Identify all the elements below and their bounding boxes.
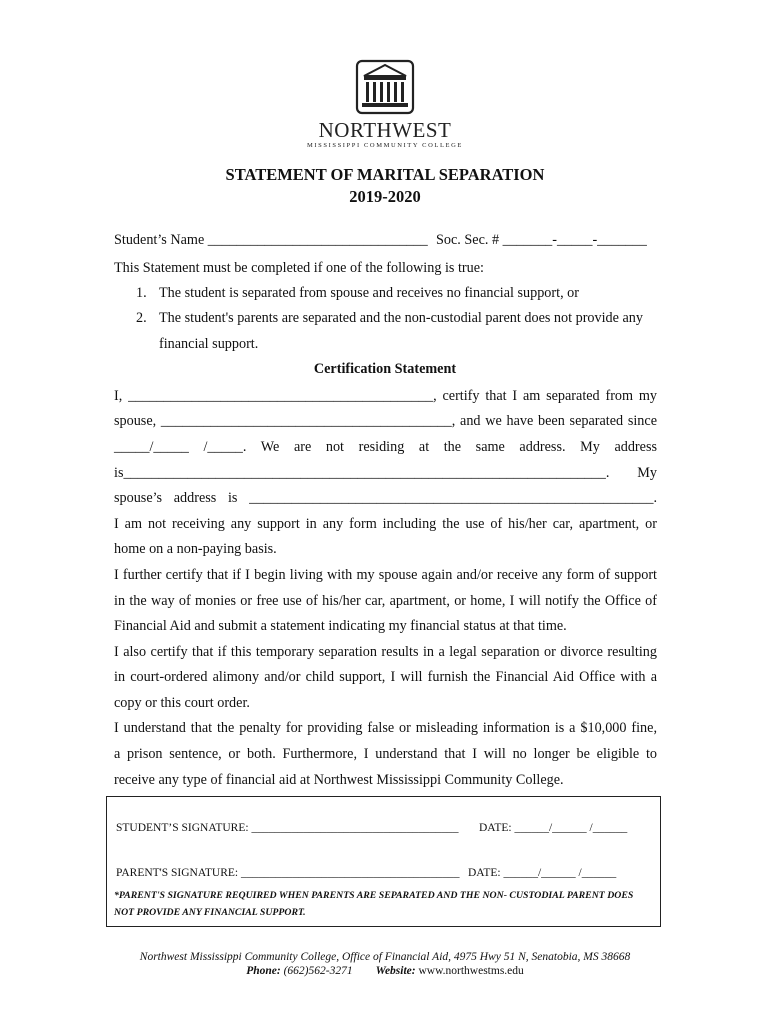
paragraph-penalty-cont: a prison sentence, or both. Furthermore, I understand that I will no longer be eligible to xyxy=(114,746,657,762)
ssn-label: Soc. Sec. # xyxy=(436,232,500,248)
item2-text-cont: financial support. xyxy=(159,336,259,352)
phone-label: Phone: xyxy=(246,965,281,977)
student-name-label: Student’s Name xyxy=(114,232,205,248)
college-name: NORTHWEST xyxy=(318,118,452,142)
item1-text: The student is separated from spouse and receives no financial support, or xyxy=(159,285,579,301)
parent-signature-note-cont: NOT PROVIDE ANY FINANCIAL SUPPORT. xyxy=(114,907,306,918)
student-date-field[interactable]: DATE: ______/______ /______ xyxy=(479,822,628,834)
cert-spouse-line[interactable]: spouse, _________________________________________, and we have been separated since xyxy=(114,413,657,429)
college-subtitle: MISSISSIPPI COMMUNITY COLLEGE xyxy=(307,142,463,149)
cert-spouse-address-line[interactable]: spouse’s address is _________________________________________________________. xyxy=(114,490,657,506)
website-label: Website: xyxy=(375,965,416,977)
document-year: 2019-2020 xyxy=(349,187,421,206)
college-building-logo xyxy=(354,58,416,116)
cert-date-line[interactable]: _____/_____ /_____. We are not residing at the same address. My address xyxy=(114,439,657,455)
phone-number: (662)562-3271 xyxy=(283,965,353,977)
item2-number: 2. xyxy=(136,310,147,326)
footer-contact xyxy=(0,965,770,977)
paragraph-penalty: I understand that the penalty for providing false or misleading information is a $10,000 fine, xyxy=(114,720,657,736)
ssn-field[interactable]: _______-_____-_______ xyxy=(502,232,647,248)
cert-name-line[interactable]: I, ___________________________________________, certify that I am separated from my xyxy=(114,388,657,404)
document-title: STATEMENT OF MARITAL SEPARATION xyxy=(225,165,545,184)
cert-address-line[interactable]: is____________________________________________________________________. My xyxy=(114,465,657,481)
student-signature-field[interactable]: STUDENT’S SIGNATURE: ____________________________________ xyxy=(116,822,459,834)
parent-signature-note: *PARENT'S SIGNATURE REQUIRED WHEN PARENTS ARE SEPARATED AND THE NON- CUSTODIAL PARENT DOES xyxy=(114,890,634,901)
item1-number: 1. xyxy=(136,285,147,301)
student-name-field[interactable]: _______________________________ xyxy=(207,232,428,248)
paragraph-legal-cont: in court-ordered alimony and/or child support, I will furnish the Financial Aid Office with a xyxy=(114,669,657,685)
paragraph-notify-end: Financial Aid and submit a statement indicating my financial status at that time. xyxy=(114,618,567,634)
student-name-row xyxy=(114,232,428,249)
paragraph-support: I am not receiving any support in any form including the use of his/her car, apartment, or xyxy=(114,516,657,532)
paragraph-legal-end: copy or this court order. xyxy=(114,695,250,711)
website-link[interactable]: www.northwestms.edu xyxy=(418,965,524,977)
parent-signature-field[interactable]: PARENT'S SIGNATURE: ______________________________________ xyxy=(116,867,460,879)
item2-text: The student's parents are separated and the non-custodial parent does not provide any xyxy=(159,310,643,326)
paragraph-notify-cont: in the way of monies or free use of his/her car, apartment, or home, I will notify the Office of xyxy=(114,593,657,609)
certification-heading: Certification Statement xyxy=(313,361,457,377)
paragraph-notify: I further certify that if I begin living with my spouse again and/or receive any form of support xyxy=(114,567,657,583)
intro-text: This Statement must be completed if one of the following is true: xyxy=(114,260,484,276)
paragraph-support-cont: home on a non-paying basis. xyxy=(114,541,277,557)
ssn-row xyxy=(436,232,647,249)
footer-address: Northwest Mississippi Community College, Office of Financial Aid, 4975 Hwy 51 N, Senatobia, MS 38668 xyxy=(139,951,631,963)
paragraph-legal: I also certify that if this temporary separation results in a legal separation or divorce resulting xyxy=(114,644,657,660)
paragraph-penalty-end: receive any type of financial aid at Northwest Mississippi Community College. xyxy=(114,772,564,788)
parent-date-field[interactable]: DATE: ______/______ /______ xyxy=(468,867,617,879)
